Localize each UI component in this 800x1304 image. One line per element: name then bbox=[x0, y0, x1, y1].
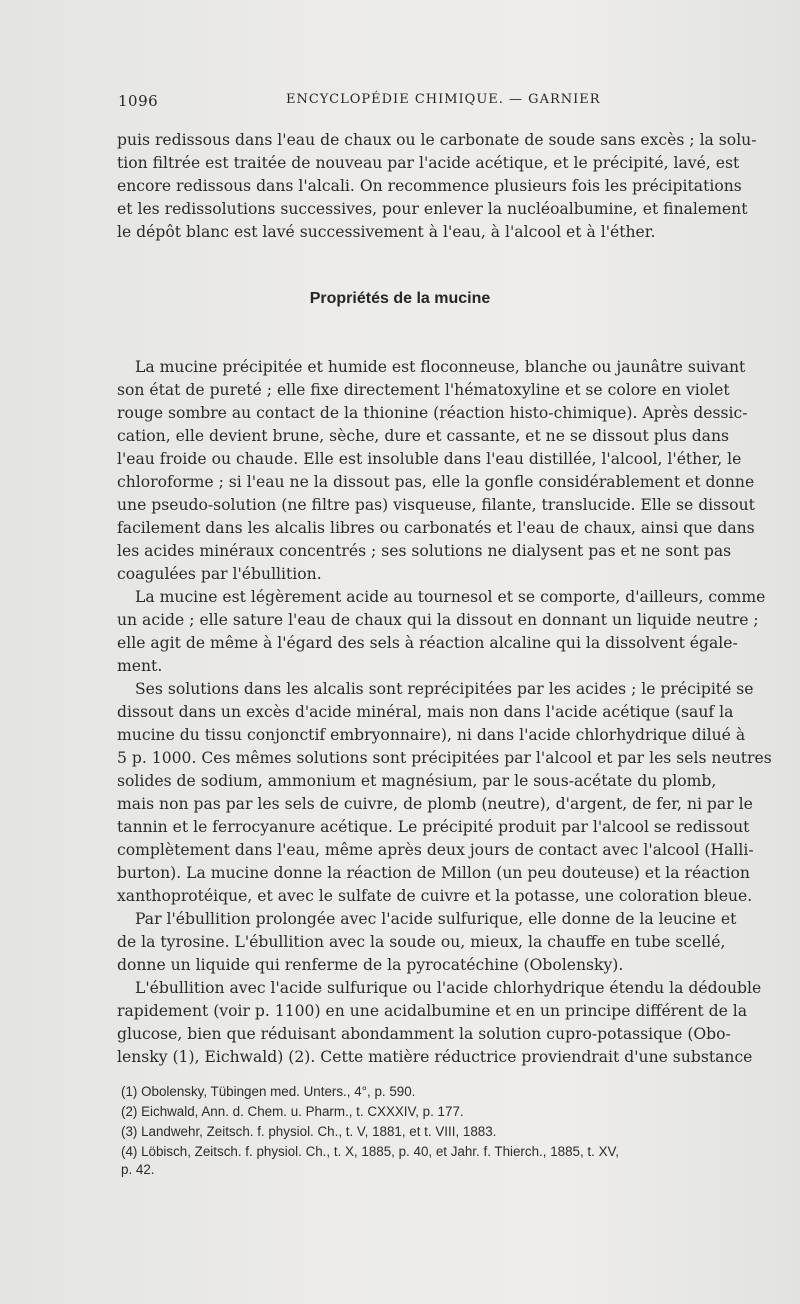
text-line: lensky (1), Eichwald) (2). Cette matière réductrice proviendrait d'une substance bbox=[117, 1048, 753, 1066]
text-line: Par l'ébullition prolongée avec l'acide sulfurique, elle donne de la leucine et bbox=[135, 910, 737, 928]
footnote: (4) Löbisch, Zeitsch. f. physiol. Ch., t. X, 1885, p. 40, et Jahr. f. Thierch., 1885, t. XV, bbox=[121, 1144, 619, 1159]
text-line: le dépôt blanc est lavé successivement à l'eau, à l'alcool et à l'éther. bbox=[117, 223, 656, 241]
footnote: (1) Obolensky, Tübingen med. Unters., 4°, p. 590. bbox=[121, 1084, 416, 1099]
text-line: un acide ; elle sature l'eau de chaux qui la dissout en donnant un liquide neutre ; bbox=[117, 611, 759, 629]
page-number: 1096 bbox=[118, 92, 159, 110]
footnote: (3) Landwehr, Zeitsch. f. physiol. Ch., t. V, 1881, et t. VIII, 1883. bbox=[121, 1124, 497, 1139]
section-heading: Propriétés de la mucine bbox=[309, 290, 491, 307]
text-line: tion filtrée est traitée de nouveau par l'acide acétique, et le précipité, lavé, est bbox=[117, 154, 740, 172]
text-line: coagulées par l'ébullition. bbox=[117, 565, 322, 583]
text-line: de la tyrosine. L'ébullition avec la soude ou, mieux, la chauffe en tube scellé, bbox=[117, 933, 726, 951]
text-line: burton). La mucine donne la réaction de Millon (un peu douteuse) et la réaction bbox=[117, 864, 750, 882]
text-line: chloroforme ; si l'eau ne la dissout pas, elle la gonfle considérablement et donne bbox=[117, 473, 755, 491]
text-line: solides de sodium, ammonium et magnésium, par le sous-acétate du plomb, bbox=[117, 772, 717, 790]
footnote: p. 42. bbox=[121, 1162, 155, 1177]
text-line: encore redissous dans l'alcali. On recommence plusieurs fois les précipitations bbox=[117, 177, 742, 195]
text-line: son état de pureté ; elle fixe directement l'hématoxyline et se colore en violet bbox=[117, 381, 730, 399]
text-line: et les redissolutions successives, pour enlever la nucléoalbumine, et finalement bbox=[117, 200, 748, 218]
text-line: une pseudo-solution (ne filtre pas) visqueuse, filante, translucide. Elle se dissout bbox=[117, 496, 755, 514]
text-line: xanthoprotéique, et avec le sulfate de cuivre et la potasse, une coloration bleue. bbox=[117, 887, 753, 905]
text-line: rouge sombre au contact de la thionine (réaction histo-chimique). Après dessic- bbox=[117, 404, 748, 422]
text-line: tannin et le ferrocyanure acétique. Le précipité produit par l'alcool se redissout bbox=[117, 818, 750, 836]
text-line: puis redissous dans l'eau de chaux ou le carbonate de soude sans excès ; la solu- bbox=[117, 131, 757, 149]
text-line: ment. bbox=[117, 657, 163, 675]
text-line: L'ébullition avec l'acide sulfurique ou l'acide chlorhydrique étendu la dédouble bbox=[135, 979, 762, 997]
text-line: donne un liquide qui renferme de la pyrocatéchine (Obolensky). bbox=[117, 956, 624, 974]
text-line: 5 p. 1000. Ces mêmes solutions sont précipitées par l'alcool et par les sels neutres bbox=[117, 749, 772, 767]
text-line: dissout dans un excès d'acide minéral, mais non dans l'acide acétique (sauf la bbox=[117, 703, 734, 721]
text-line: La mucine précipitée et humide est floconneuse, blanche ou jaunâtre suivant bbox=[135, 358, 746, 376]
page-header bbox=[118, 92, 684, 112]
text-line: cation, elle devient brune, sèche, dure et cassante, et ne se dissout plus dans bbox=[117, 427, 730, 445]
text-line: mucine du tissu conjonctif embryonnaire), ni dans l'acide chlorhydrique dilué à bbox=[117, 726, 746, 744]
text-line: les acides minéraux concentrés ; ses solutions ne dialysent pas et ne sont pas bbox=[117, 542, 732, 560]
text-line: La mucine est légèrement acide au tournesol et se comporte, d'ailleurs, comme bbox=[135, 588, 766, 606]
running-title: ENCYCLOPÉDIE CHIMIQUE. — GARNIER bbox=[286, 92, 601, 107]
text-line: facilement dans les alcalis libres ou carbonatés et l'eau de chaux, ainsi que dans bbox=[117, 519, 755, 537]
text-line: glucose, bien que réduisant abondamment la solution cupro-potassique (Obo- bbox=[117, 1025, 731, 1043]
text-line: elle agit de même à l'égard des sels à réaction alcaline qui la dissolvent égale- bbox=[117, 634, 738, 652]
text-line: Ses solutions dans les alcalis sont reprécipitées par les acides ; le précipité se bbox=[135, 680, 754, 698]
text-line: l'eau froide ou chaude. Elle est insoluble dans l'eau distillée, l'alcool, l'éther, le bbox=[117, 450, 742, 468]
footnote: (2) Eichwald, Ann. d. Chem. u. Pharm., t. CXXXIV, p. 177. bbox=[121, 1104, 464, 1119]
text-line: rapidement (voir p. 1100) en une acidalbumine et en un principe différent de la bbox=[117, 1002, 748, 1020]
text-line: complètement dans l'eau, même après deux jours de contact avec l'alcool (Halli- bbox=[117, 841, 754, 859]
text-line: mais non pas par les sels de cuivre, de plomb (neutre), d'argent, de fer, ni par le bbox=[117, 795, 753, 813]
